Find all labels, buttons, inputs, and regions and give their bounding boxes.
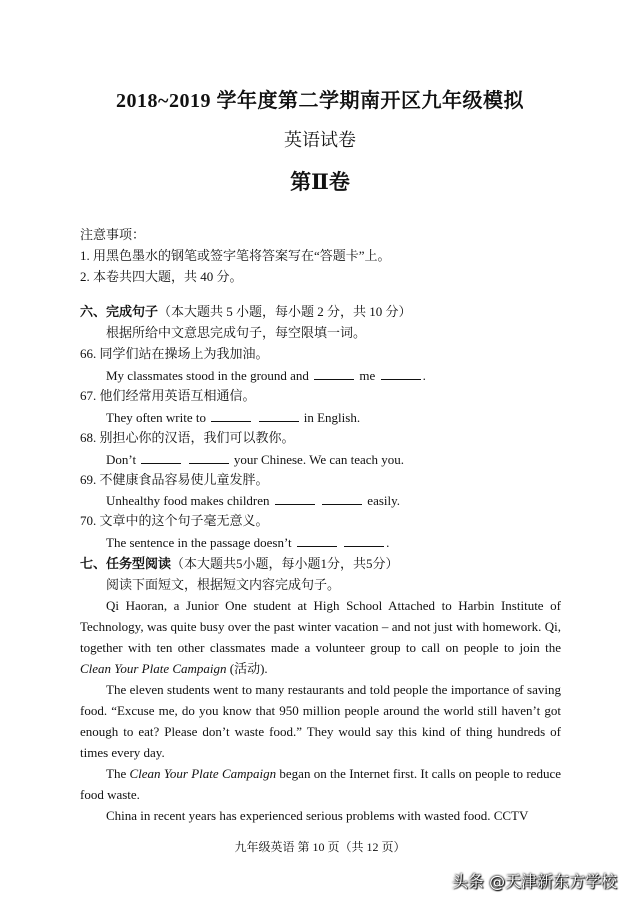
answer-blank bbox=[141, 451, 181, 464]
q68-english bbox=[106, 451, 404, 469]
q66-chinese: 66. 同学们站在操场上为我加油。 bbox=[80, 346, 269, 361]
q67-chinese: 67. 他们经常用英语互相通信。 bbox=[80, 388, 256, 403]
campaign-name: Clean Your Plate Campaign bbox=[80, 661, 227, 676]
paragraph-3-tail: began on the Internet first. It calls on people to reduce food waste. bbox=[80, 766, 561, 802]
exam-subtitle: 英语试卷 bbox=[284, 130, 356, 150]
page-footer: 九年级英语 第 10 页（共 12 页） bbox=[234, 840, 406, 854]
answer-blank bbox=[314, 367, 354, 380]
paragraph-3-text: The bbox=[106, 766, 130, 781]
q68-text-a: Don’t bbox=[106, 452, 137, 467]
q66-text-a: My classmates stood in the ground and bbox=[106, 368, 309, 383]
answer-blank bbox=[322, 492, 362, 505]
answer-blank bbox=[189, 451, 229, 464]
answer-blank bbox=[211, 409, 251, 422]
q66-text-b: me bbox=[359, 368, 376, 383]
q68-text-c: your Chinese. We can teach you. bbox=[233, 452, 405, 467]
answer-blank bbox=[297, 534, 337, 547]
q69-english bbox=[106, 492, 400, 510]
section-7-title: 七、任务型阅读 bbox=[80, 556, 172, 571]
notes-heading: 注意事项： bbox=[80, 227, 146, 242]
campaign-name: Clean Your Plate Campaign bbox=[129, 766, 277, 781]
q70-text-a: The sentence in the passage doesn’t bbox=[106, 535, 292, 550]
section-7-note: （本大题共5小题，每小题1分，共5分） bbox=[171, 556, 399, 571]
passage-paragraph-3 bbox=[80, 763, 561, 805]
q69-text-a: Unhealthy food makes children bbox=[106, 493, 270, 508]
q66-english bbox=[106, 367, 426, 385]
q70-english bbox=[106, 534, 389, 552]
answer-blank bbox=[381, 367, 421, 380]
section-6-heading bbox=[80, 303, 412, 321]
q67-english bbox=[106, 409, 360, 427]
paragraph-2-text: The eleven students went to many restaurants and told people the importance of saving food. “Excuse me, do you know that 950 million people around the world still haven’t got enough to eat? Please don’t waste food.” They would say this kind of thing hundreds of times every day. bbox=[80, 682, 561, 760]
passage-paragraph-2 bbox=[80, 679, 561, 763]
exam-title: 2018~2019 学年度第二学期南开区九年级模拟 bbox=[116, 90, 524, 112]
section-6-note: （本大题共 5 小题，每小题 2 分，共 10 分） bbox=[158, 304, 412, 319]
answer-blank bbox=[275, 492, 315, 505]
q67-text-c: in English. bbox=[303, 410, 361, 425]
note-item-1: 1. 用黑色墨水的钢笔或签字笔将答案写在“答题卡”上。 bbox=[80, 248, 391, 263]
answer-blank bbox=[259, 409, 299, 422]
paragraph-1-tail: (活动). bbox=[226, 661, 268, 676]
paragraph-1-text: Qi Haoran, a Junior One student at High School Attached to Harbin Institute of Technology, was quite busy over the past winter vacation – and not just with homework. Qi, together with ten other classmates made a volunteer group to call on people to join the bbox=[80, 598, 561, 655]
note-item-2: 2. 本卷共四大题，共 40 分。 bbox=[80, 269, 243, 284]
q66-text-c: . bbox=[422, 368, 426, 383]
passage-paragraph-1 bbox=[80, 595, 561, 679]
answer-blank bbox=[344, 534, 384, 547]
q67-text-a: They often write to bbox=[106, 410, 206, 425]
volume-title: 第Ⅱ卷 bbox=[290, 170, 350, 194]
q70-chinese: 70. 文章中的这个句子毫无意义。 bbox=[80, 513, 269, 528]
q69-chinese: 69. 不健康食品容易使儿童发胖。 bbox=[80, 472, 269, 487]
section-7-heading bbox=[80, 555, 399, 573]
paragraph-4-text: China in recent years has experienced serious problems with wasted food. CCTV bbox=[106, 808, 529, 823]
q69-text-c: easily. bbox=[367, 493, 401, 508]
section-7-instruction: 阅读下面短文，根据短文内容完成句子。 bbox=[106, 577, 341, 592]
passage-paragraph-4 bbox=[80, 805, 561, 826]
section-6-title: 六、完成句子 bbox=[80, 304, 159, 319]
source-watermark: 头条 @天津新东方学校 bbox=[452, 872, 618, 891]
section-6-instruction: 根据所给中文意思完成句子，每空限填一词。 bbox=[106, 325, 367, 340]
q68-chinese: 68. 别担心你的汉语，我们可以教你。 bbox=[80, 430, 295, 445]
q70-text-c: . bbox=[386, 535, 390, 550]
